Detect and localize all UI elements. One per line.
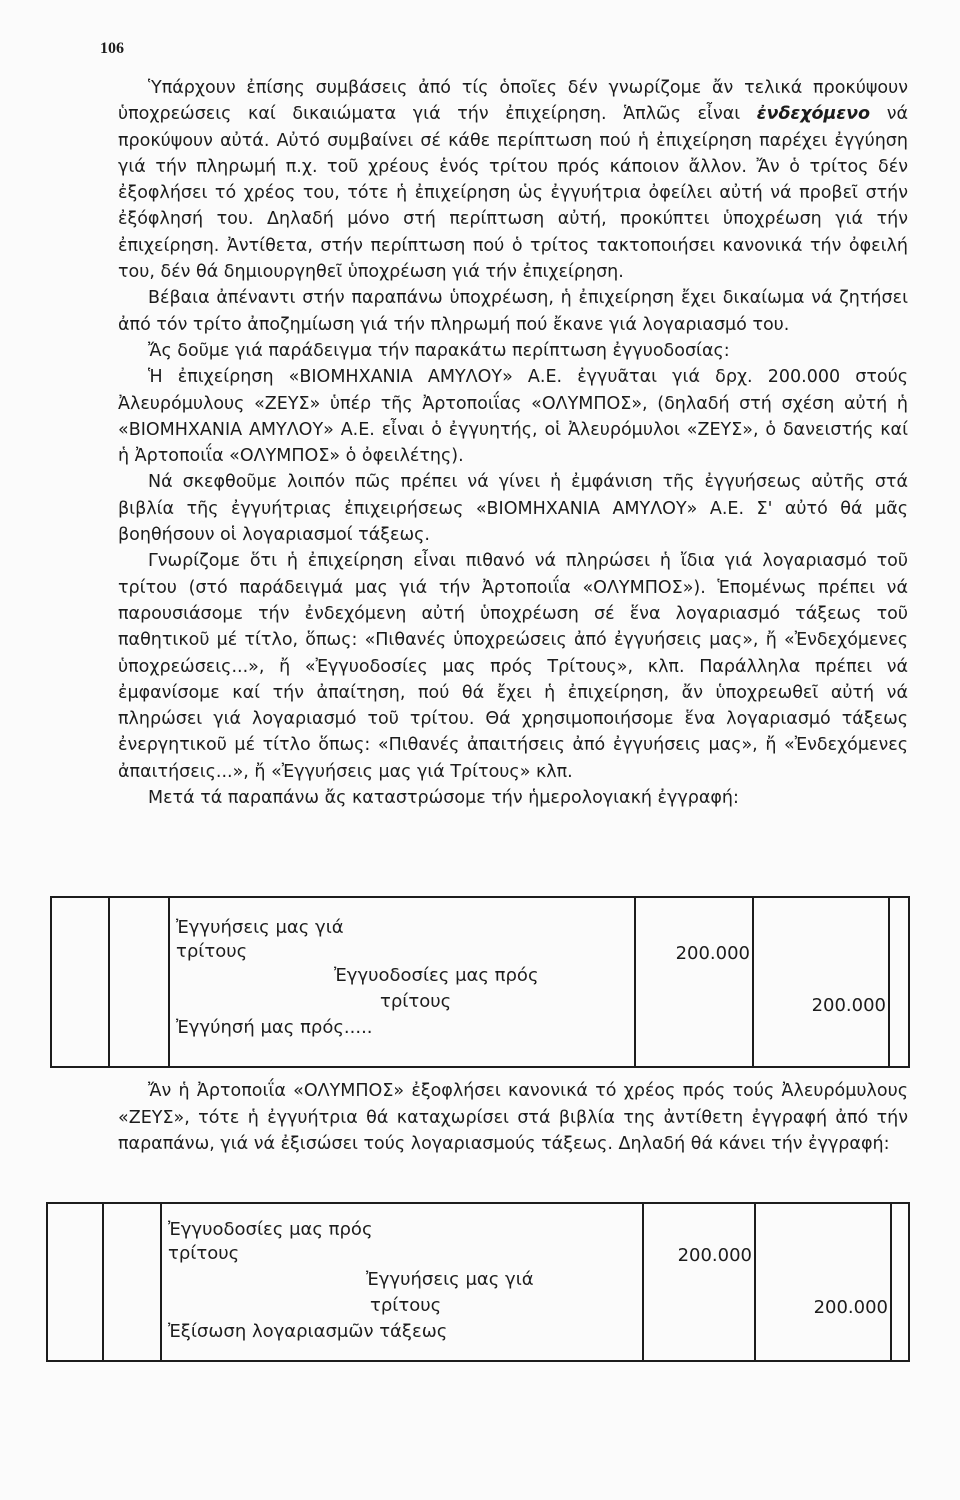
credit-account-name: Ἐγγυοδοσίες μας πρός [334,965,539,986]
debit-amount: 200.000 [677,1245,752,1266]
paragraph-example-intro: Ἄς δοῦμε γιά παράδειγμα τήν παρακάτω περίπτωση ἐγγυοδοσίας: [148,340,730,361]
entry-narration: Ἐγγύησή μας πρός..... [176,1017,373,1038]
debit-account-name-cont: τρίτους [176,941,248,962]
page-number: 106 [100,40,124,57]
credit-account-name-cont: τρίτους [380,991,452,1012]
credit-account-name: Ἐγγυήσεις μας γιά [366,1269,534,1290]
column-divider [108,898,110,1066]
column-divider [102,1204,104,1360]
column-divider [168,898,170,1066]
paragraph-presentation: Νά σκεφθοῦμε λοιπόν πῶς πρέπει νά γίνει ἡ ἐμφάνιση τῆς ἐγγυήσεως αὐτῆς στά βιβλία τῆς ἐγγυήτριας ἐπιχειρήσεως «ΒΙΟΜΗΧΑΝΙΑ ΑΜΥΛΟΥ» Α.Ε. Σ' αὐτό θά μᾶς βοηθήσουν οἱ λογαριασμοί τάξεως. [118,472,908,546]
paragraph-text: νά προκύψουν αὐτά. Αὐτό συμβαίνει σέ κάθε περίπτωση πού ἡ ἐπιχείρηση παρέχει ἐγγύηση γιά τήν πληρωμή π.χ. τοῦ χρέους ἑνός τρίτου πρός κάποιον ἄλλον. Ἄν ὁ τρίτος δέν ἐξοφλήσει τό χρέος του, τότε ἡ ἐπιχείρηση ὡς ἐγγυήτρια ὀφείλει αὐτή νά προβεῖ στήν ἐξόφλησή του. Δηλαδή μόνο στή περίπτωση αὐτή, προκύπτει ὑποχρέωση γιά τήν ἐπιχείρηση. Ἀντίθετα, στήν περίπτωση πού ὁ τρίτος τακτοποιήσει κανονικά τήν ὀφειλή του, δέν θά δημιουργηθεῖ ὑποχρέωση γιά τήν ἐπιχείρηση. [118,104,909,283]
debit-account-name-cont: τρίτους [168,1243,240,1264]
paragraph-compensation-right: Βέβαια ἀπέναντι στήν παραπάνω ὑποχρέωση, ἡ ἐπιχείρηση ἔχει δικαίωμα νά ζητήσει ἀπό τόν τρίτο ἀποζημίωση γιά τήν πληρωμή πού ἔκανε γιά λογαριασμό του. [118,288,908,335]
paragraph-example-case: Ἡ ἐπιχείρηση «ΒΙΟΜΗΧΑΝΙΑ ΑΜΥΛΟΥ» Α.Ε. ἐγγυᾶται γιά δρχ. 200.000 στούς Ἀλευρόμυλους «ΖΕΥΣ» ὑπέρ τῆς Ἀρτοποιΐας «ΟΛΥΜΠΟΣ», (δηλαδή στή σχέση αὐτή ἡ «ΒΙΟΜΗΧΑΝΙΑ ΑΜΥΛΟΥ» Α.Ε. εἶναι ὁ ἐγγυητής, οἱ Ἀλευρόμυλοι «ΖΕΥΣ», ὁ δανειστής καί ἡ Ἀρτοποιΐα «ΟΛΥΜΠΟΣ» ὁ ὀφειλέτης). [118,367,908,467]
paragraph-text: Ὑπάρχουν ἐπίσης συμβάσεις ἀπό τίς ὁποῖες δέν γνωρίζομε ἄν τελικά προκύψουν ὑποχρεώσεις καί δικαιώματα γιά τήν ἐπιχείρηση. Ἁπλῶς εἶναι [118,78,908,125]
column-divider [642,1204,644,1360]
column-divider [888,898,890,1066]
debit-account-name: Ἐγγυήσεις μας γιά [176,917,344,938]
credit-amount: 200.000 [813,1297,888,1318]
debit-account-name: Ἐγγυοδοσίες μας πρός [168,1219,373,1240]
paragraph-memo-accounts: Γνωρίζομε ὅτι ἡ ἐπιχείρηση εἶναι πιθανό νά πληρώσει ἡ ἴδια γιά λογαριασμό τοῦ τρίτου (στό παράδειγμά μας γιά τήν Ἀρτοποιΐα «ΟΛΥΜΠΟΣ»). Ἑπομένως πρέπει νά παρουσιάσομε τήν ἐνδεχόμενη αὐτή ὑποχρέωση σέ ἕνα λογαριασμό τάξεως τοῦ παθητικοῦ μέ τίτλο, ὅπως: «Πιθανές ὑποχρεώσεις ἀπό ἐγγυήσεις μας», ἤ «Ἐνδεχόμενες ὑποχρεώσεις...», ἤ «Ἐγγυοδοσίες μας πρός Τρίτους», κλπ. Παράλληλα πρέπει νά ἐμφανίσομε καί τήν ἀπαίτηση, πού θά ἔχει ἡ ἐπιχείρηση, ἄν ὑποχρεωθεῖ αὐτή νά πληρώσει γιά λογαριασμό τοῦ τρίτου. Θά χρησιμοποιήσομε ἕνα λογαριασμό τάξεως ἐνεργητικοῦ μέ τίτλο ὅπως: «Πιθανές ἀπαιτήσεις ἀπό ἐγγυήσεις μας», ἤ «Ἐνδεχόμενες ἀπαιτήσεις...», ἤ «Ἐγγυήσεις μας γιά Τρίτους» κλπ. [118,551,908,782]
column-divider [634,898,636,1066]
credit-amount: 200.000 [811,995,886,1016]
column-divider [752,898,754,1066]
paragraph-journal-intro: Μετά τά παραπάνω ἄς καταστρώσομε τήν ἡμερολογιακή ἐγγραφή: [148,788,739,809]
emphasized-word: ἐνδεχόμενο [756,104,871,125]
column-divider [754,1204,756,1360]
journal-entry-1 [50,896,910,1068]
body-text-top [118,75,908,811]
journal-entry-2 [46,1202,910,1362]
body-text-middle [118,1078,908,1158]
entry-narration: Ἐξίσωση λογαριασμῶν τάξεως [168,1321,448,1342]
column-divider [890,1204,892,1360]
debit-amount: 200.000 [675,943,750,964]
paragraph-contingent-contracts [118,75,908,285]
paragraph-reversal: Ἄν ἡ Ἀρτοποιΐα «ΟΛΥΜΠΟΣ» ἐξοφλήσει κανονικά τό χρέος πρός τούς Ἀλευρόμυλους «ΖΕΥΣ», τότε ἡ ἐγγυήτρια θά καταχωρίσει στά βιβλία της ἀντίθετη ἐγγραφή ἀπό τήν παραπάνω, γιά νά ἐξισώσει τούς λογαριασμούς τάξεως. Δηλαδή θά κάνει τήν ἐγγραφή: [118,1081,908,1154]
credit-account-name-cont: τρίτους [370,1295,442,1316]
column-divider [160,1204,162,1360]
